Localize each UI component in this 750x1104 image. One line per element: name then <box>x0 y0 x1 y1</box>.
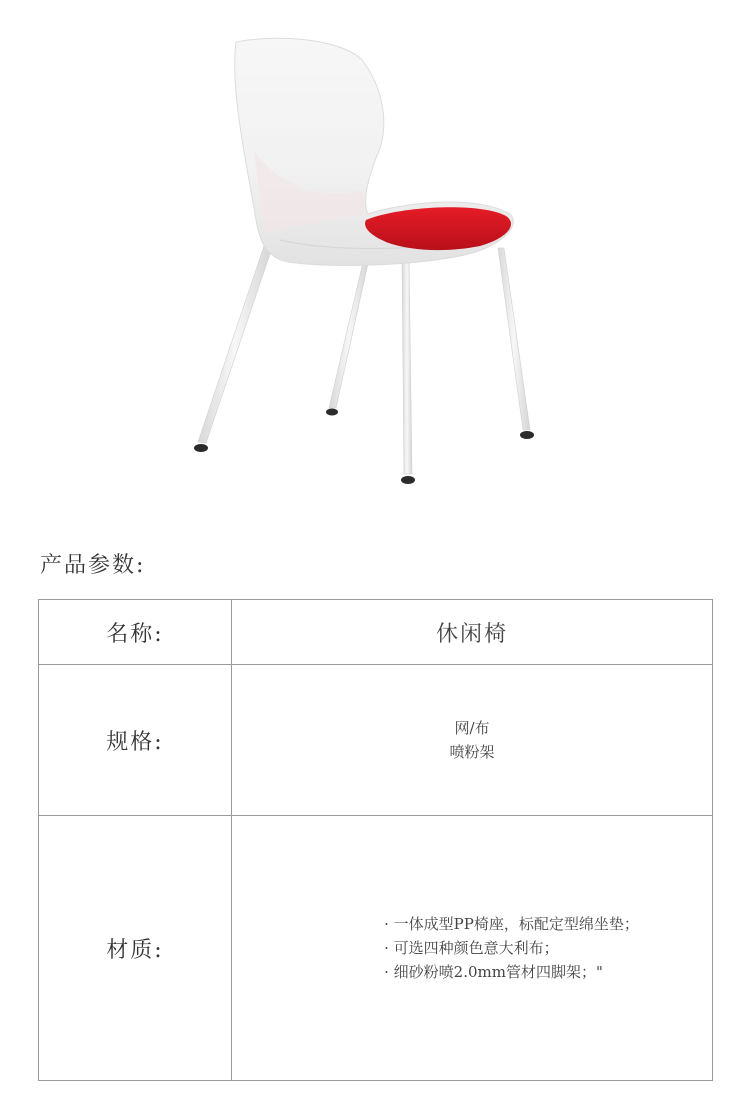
spec-value-powder-coated-frame: 喷粉架 <box>449 743 495 761</box>
material-label: 材质: <box>39 816 232 1081</box>
material-list <box>384 912 639 984</box>
table-row-material <box>39 816 713 1081</box>
name-label: 名称: <box>39 600 232 665</box>
spec-value-cell <box>232 665 713 816</box>
table-row-spec <box>39 665 713 816</box>
spec-label: 规格: <box>39 665 232 816</box>
table-row-name <box>39 600 713 665</box>
spec-table <box>38 599 713 1081</box>
spec-value-mesh-fabric: 网/布 <box>454 719 490 737</box>
list-item: · 可选四种颜色意大利布； <box>384 939 559 957</box>
name-value: 休闲椅 <box>232 600 713 665</box>
section-title: 产品参数: <box>40 553 146 578</box>
list-item: · 细砂粉喷2.0mm管材四脚架；" <box>384 963 603 981</box>
list-item: · 一体成型PP椅座，标配定型绵坐垫； <box>384 915 639 933</box>
chair-legs <box>194 246 534 484</box>
chair-product-image <box>180 30 550 490</box>
material-value-cell <box>232 816 713 1081</box>
